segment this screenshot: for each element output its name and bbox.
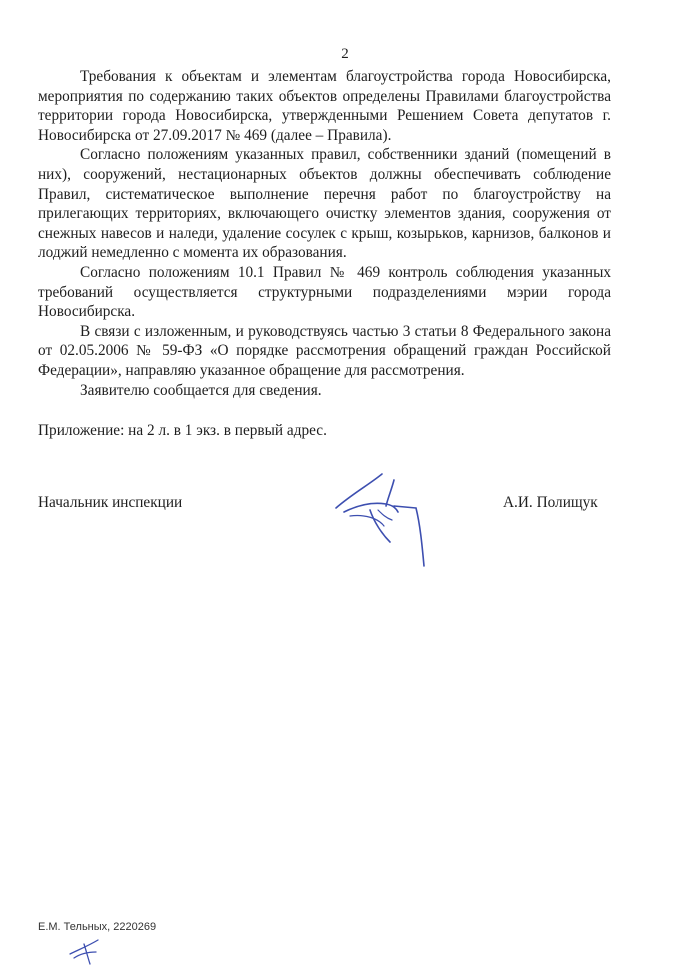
initials-mark [66, 936, 104, 966]
paragraph-control: Согласно положениям 10.1 Правил № 469 контроль соблюдения указанных требований осуществляется структурными подразделениями мэрии города Новосибирска. [38, 263, 611, 321]
signer-title: Начальник инспекции [38, 494, 183, 511]
page-number: 2 [341, 46, 349, 62]
letter-body [38, 67, 611, 400]
executor-contact: Е.М. Тельных, 2220269 [38, 921, 157, 933]
signature [330, 468, 440, 568]
paragraph-requirements: Требования к объектам и элементам благоустройства города Новосибирска, мероприятия по содержанию таких объектов определены Правилами благоустройства территории города Новосибирска, утвержденными Решением Совета депутатов г. Новосибирска от 27.09.2017 № 469 (далее – Правила). [38, 68, 611, 144]
signer-name: А.И. Полищук [503, 494, 598, 511]
attachment-note: Приложение: на 2 л. в 1 экз. в первый адрес. [38, 422, 327, 439]
paragraph-owners-duties: Согласно положениям указанных правил, собственники зданий (помещений в них), сооружений, нестационарных объектов должны обеспечивать соблюдение Правил, систематическое выполнение перечня работ по благоустройству на прилегающих территориях, включающего очистку элементов здания, сооружения от снежных навесов и наледи, удаление сосулек с крыш, козырьков, карнизов, балконов и лоджий немедленно с момента их образования. [38, 146, 611, 262]
paragraph-forwarding: В связи с изложенным, и руководствуясь частью 3 статьи 8 Федерального закона от 02.05.2006 № 59-ФЗ «О порядке рассмотрения обращений граждан Российской Федерации», направляю указанное обращение для рассмотрения. [38, 322, 611, 379]
paragraph-applicant-notice: Заявителю сообщается для сведения. [80, 381, 322, 399]
